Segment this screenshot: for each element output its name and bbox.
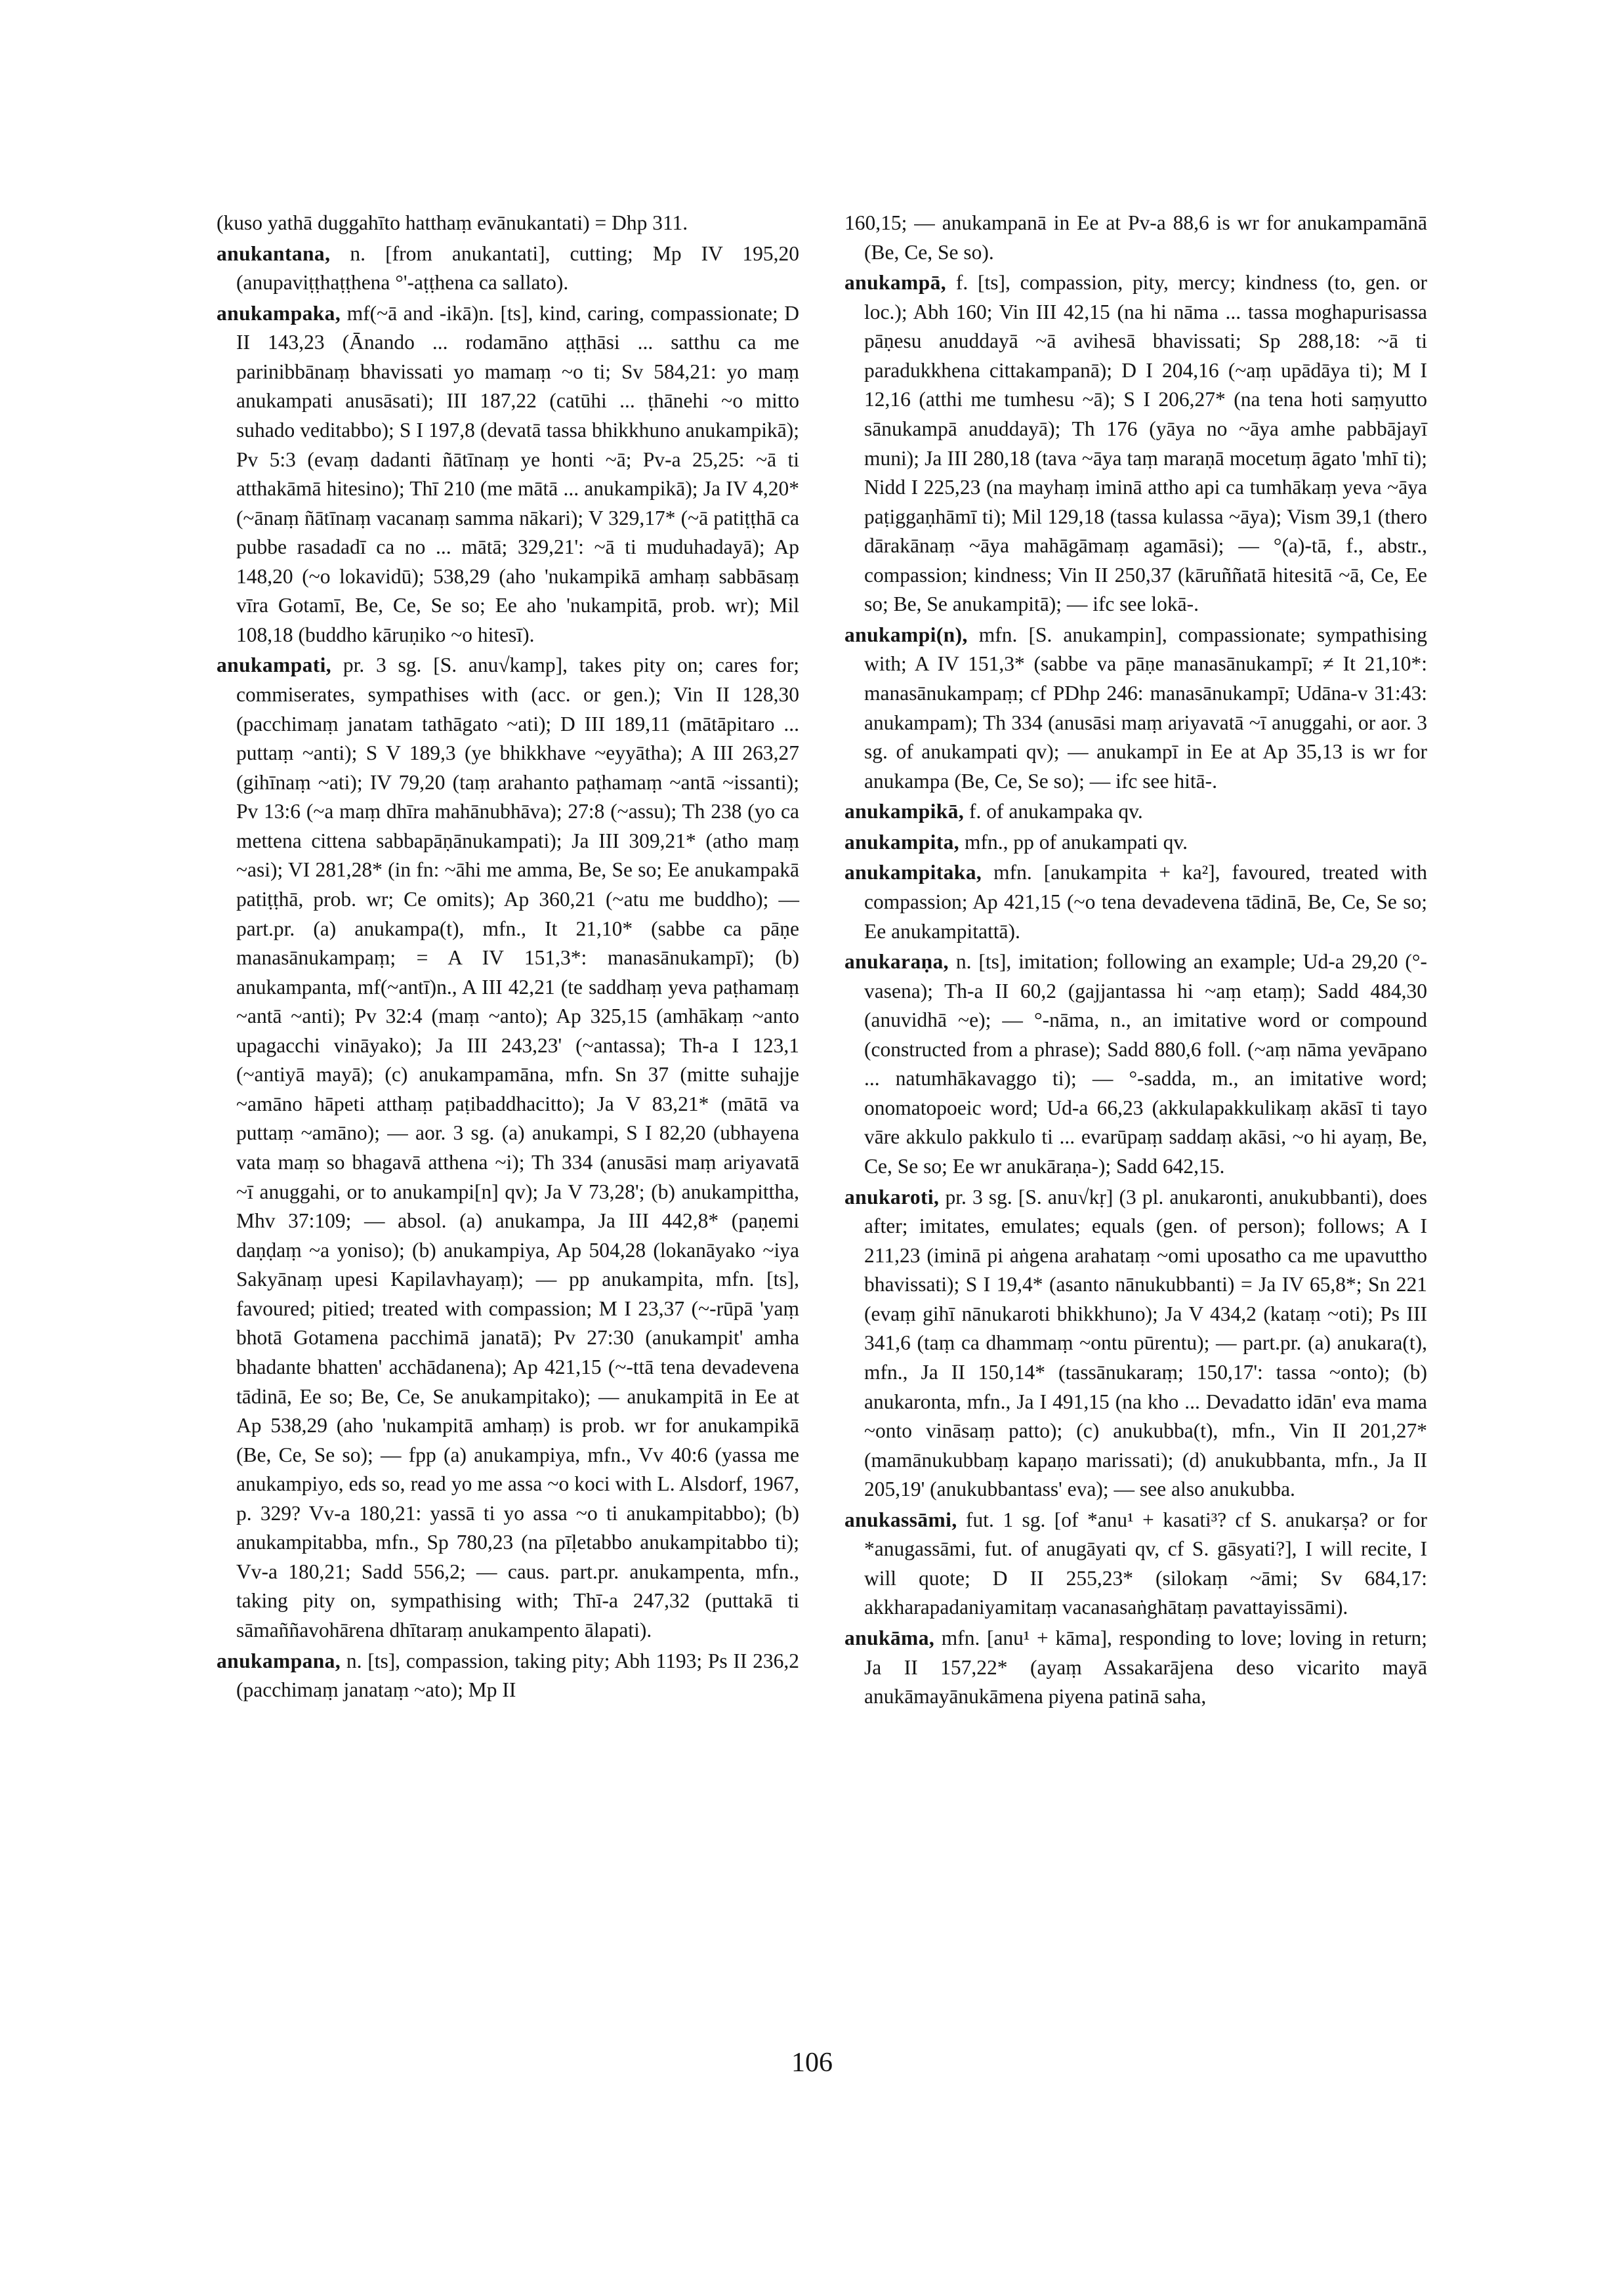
entry-body: mfn., pp of anukampati qv. xyxy=(964,830,1188,854)
headword: anukantana, xyxy=(217,241,331,265)
headword: anukampati, xyxy=(217,653,332,677)
entry-body: fut. 1 sg. [of *anu¹ + kasati³? cf S. anukarṣa? or for *anugassāmi, fut. of anugāyati qv, cf S. gāsyati?], I will recite, I will quote; D II 255,23* (silokaṃ ~āmi; Sv 684,17: akkharapadaniyamitaṃ vacanasaṅghātaṃ pavattayissāmi). xyxy=(864,1508,1428,1619)
entry xyxy=(844,1506,1427,1623)
page-number: 106 xyxy=(791,2048,833,2078)
entry-body: f. [ts], compassion, pity, mercy; kindness (to, gen. or loc.); Abh 160; Vin III 42,15 (na hi nāma ... tassa moghapurisassa pāṇesu anuddayā ~ā avihesā bhavissati; Sp 288,18: ~ā ti paradukkhena cittakampanā); D I 204,16 (~aṃ upādāya ti); M I 12,16 (atthi me tumhesu ~ā); S I 206,27* (na tena hoti saṃyutto sānukampā anuddayā); Th 176 (yāya no ~āya amhe pabbājayī muni); Ja III 280,18 (tava ~āya taṃ maraṇā mocetuṃ āgato 'mhī ti); Nidd I 225,23 (na mayhaṃ iminā attho api ca tumhākaṃ yeva ~āya paṭiggaṇhāmī ti); Mil 129,18 (tassa kulassa ~āya); Vism 39,1 (thero dārakānaṃ ~āya mahāgāmaṃ agamāsi); — °(a)-tā, f., abstr., compassion; kindness; Vin II 250,37 (kāruññatā hitesitā ~ā, Ce, Ee so; Be, Se anukampitā); — ifc see lokā-. xyxy=(864,271,1428,616)
entry-body: mf(~ā and -ikā)n. [ts], kind, caring, compassionate; D II 143,23 (Ānando ... rodamāno aṭṭhāsi ... satthu ca me parinibbānaṃ bhavissati yo mamaṃ ~o ti; Sv 584,21: yo maṃ anukampati anusāsati); III 187,22 (catūhi ... ṭhānehi ~o mitto suhado veditabbo); S I 197,8 (devatā tassa bhikkhuno anukampikā); Pv 5:3 (evaṃ dadanti ñātīnaṃ ye honti ~ā; Pv-a 25,25: ~ā ti atthakāmā hitesino); Thī 210 (me mātā ... anukampikā); Ja IV 4,20* (~ānaṃ ñātīnaṃ vacanaṃ samma nākari); V 329,17* (~ā patiṭṭhā ca pubbe rasadadī ca no ... mātā; 329,21': ~ā ti muduhadayā); Ap 148,20 (~o lokavidū); 538,29 (aho 'nukampikā amhaṃ sabbāsaṃ vīra Gotamī, Be, Ce, Se so; Ee aho 'nukampitā, prob. wr); Mil 108,18 (buddho kāruṇiko ~o hitesī). xyxy=(236,301,800,646)
headword: anukampaka, xyxy=(217,301,341,325)
entry-body: f. of anukampaka qv. xyxy=(969,800,1143,823)
entry xyxy=(217,239,799,298)
right-column xyxy=(844,209,1427,1713)
headword: anukāma, xyxy=(844,1626,935,1649)
headword: anukampā, xyxy=(844,271,947,295)
entry xyxy=(844,828,1427,858)
entry-body: pr. 3 sg. [S. anu√kamp], takes pity on; cares for; commiserates, sympathises with (acc. or gen.); Vin II 128,30 (pacchimaṃ janatam tathāgato ~ati); D III 189,11 (mātāpitaro ... puttaṃ ~anti); S V 189,3 (ye bhikkhave ~eyyātha); A III 263,27 (gihīnaṃ ~ati); IV 79,20 (taṃ arahanto paṭhamaṃ ~antā ~issanti); Pv 13:6 (~a maṃ dhīra mahānubhāva); 27:8 (~assu); Th 238 (yo ca mettena cittena sabbapāṇānukampati); Ja III 309,21* (atho maṃ ~asi); VI 281,28* (in fn: ~āhi me amma, Be, Se so; Ee anukampakā patiṭṭhā, prob. wr; Ce omits); Ap 360,21 (~atu me buddho); — part.pr. (a) anukampa(t), mfn., It 21,10* (sabbe ca pāṇe manasānukampaṃ; = A IV 151,3*: manasānukampī); (b) anukampanta, mf(~antī)n., A III 42,21 (te saddhaṃ yeva paṭhamaṃ ~antā ~anti); Pv 32:4 (maṃ ~anto); Ap 325,15 (amhākaṃ ~anto upagacchi vināyako); Ja III 243,23' (~antassa); Th-a I 123,1 (~antiyā mayā); (c) anukampamāna, mfn. Sn 37 (mitte suhajje ~amāno hāpeti atthaṃ paṭibaddhacitto); Ja V 83,21* (mātā va puttaṃ ~amāno); — aor. 3 sg. (a) anukampi, S I 82,20 (ubhayena vata maṃ so bhagavā atthena ~i); Th 334 (anusāsi maṃ ariyavatā ~ī anuggahi, or to anukampi[n] qv); Ja V 73,28'; (b) anukampittha, Mhv 37:109; — absol. (a) anukampa, Ja III 442,8* (paṇemi daṇḍaṃ ~a yoniso); (b) anukampiya, Ap 504,28 (lokanāyako ~iya Sakyānaṃ upesi Kapilavhayaṃ); — pp anukampita, mfn. [ts], favoured; pitied; treated with compassion; M I 23,37 (~-rūpā 'yaṃ bhotā Gotamena pacchimā janatā); Pv 27:30 (anukampit' amha bhadante bhatten' acchādanena); Ap 421,15 (~-ttā tena devadevena tādinā, Ee so; Be, Ce, Se anukampitako); — anukampitā in Ee at Ap 538,29 (aho 'nukampitā amhaṃ) is prob. wr for anukampikā (Be, Ce, Se so); — fpp (a) anukampiya, mfn., Vv 40:6 (yassa me anukampiyo, eds so, read yo me assa ~o koci with L. Alsdorf, 1967, p. 329? Vv-a 180,21: yassā ti yo assa ~o ti anukampitabbo); (b) anukampitabba, mfn., Sp 780,23 (na pīḷetabbo anukampitabbo ti); Vv-a 180,21; Sadd 556,2; — caus. part.pr. anukampenta, mfn., taking pity on, sympathising with; Thī-a 247,32 (puttakā ti sāmaññavohārena dhītaraṃ anukampento ālapati). xyxy=(236,653,799,1642)
entry xyxy=(217,1647,799,1705)
entry-body: n. [ts], imitation; following an example; Ud-a 29,20 (°-vasena); Th-a II 60,2 (gajjantassa hi ~aṃ etaṃ); Sadd 484,30 (anuvidhā ~e); — °-nāma, n., an imitative word or compound (constructed from a phrase); Sadd 880,6 foll. (~aṃ nāma yevāpano ... natumhākavaggo ti); — °-sadda, m., an imitative word; onomatopoeic word; Ud-a 66,23 (akkulapakkulikaṃ akāsī ti tayo vāre akkulo pakkulo ti ... evarūpaṃ saddaṃ akāsi, ~o hi ayaṃ, Be, Ce, Se so; Ee wr anukāraṇa-); Sadd 642,15. xyxy=(864,950,1428,1178)
headword: anukampikā, xyxy=(844,800,965,823)
entry xyxy=(844,209,1427,267)
entry xyxy=(844,1183,1427,1504)
entry xyxy=(844,947,1427,1182)
entry xyxy=(844,797,1427,827)
entry xyxy=(217,299,799,650)
entry-body: mfn. [S. anukampin], compassionate; sympathising with; A IV 151,3* (sabbe va pāṇe manasānukampī; ≠ It 21,10*: manasānukampaṃ; cf PDhp 246: manasānukampī; Udāna-v 31:43: anukampam); Th 334 (anusāsi maṃ ariyavatā ~ī anuggahi, or aor. 3 sg. of anukampati qv); — anukampī in Ee at Ap 35,13 is wr for anukampa (Be, Ce, Se so); — ifc see hitā-. xyxy=(864,623,1427,793)
headword: anukaraṇa, xyxy=(844,950,949,974)
entry xyxy=(844,858,1427,946)
headword: anukampana, xyxy=(217,1649,341,1672)
entry xyxy=(844,268,1427,619)
entry-body: n. [ts], compassion, taking pity; Abh 1193; Ps II 236,2 (pacchimaṃ janataṃ ~ato); Mp II xyxy=(236,1649,800,1702)
entry xyxy=(844,1624,1427,1712)
entry-body: 160,15; — anukampanā in Ee at Pv-a 88,6 is wr for anukampamānā (Be, Ce, Se so). xyxy=(844,211,1427,264)
entry-body: (kuso yathā duggahīto hatthaṃ evānukantati) = Dhp 311. xyxy=(217,211,688,234)
entry-body: pr. 3 sg. [S. anu√kṛ] (3 pl. anukaronti, anukubbanti), does after; imitates, emulates; equals (gen. of person); follows; A I 211,23 (iminā pi aṅgena arahataṃ ~omi uposatho ca me upavuttho bhavissati); S I 19,4* (asanto nānukubbanti) = Ja IV 65,8*; Sn 221 (evaṃ gihī nānukaroti bhikkhuno); Ja V 434,2 (kataṃ ~oti); Ps III 341,6 (taṃ ca dhammaṃ ~ontu pūrentu); — part.pr. (a) anukara(t), mfn., Ja II 150,14* (tassānukaraṃ; 150,17': tassa ~onto); (b) anukaronta, mfn., Ja I 491,15 (na kho ... Devadatto idān' eva mama ~onto vināsaṃ patto); (c) anukubba(t), mfn., Vin II 201,27* (mamānukubbaṃ kapaṇo marissati); (d) anukubbanta, mfn., Ja II 205,19' (anukubbantass' eva); — see also anukubba. xyxy=(864,1185,1427,1501)
entry-body: mfn. [anu¹ + kāma], responding to love; loving in return; Ja II 157,22* (ayaṃ Assakarājena deso vicarito mayā anukāmayānukāmena piyena patinā saha, xyxy=(864,1626,1428,1708)
entry xyxy=(844,621,1427,796)
entry-body: n. [from anukantati], cutting; Mp IV 195,20 (anupaviṭṭhaṭṭhena °'-aṭṭhena ca sallato). xyxy=(236,241,799,295)
headword: anukassāmi, xyxy=(844,1508,957,1531)
headword: anukaroti, xyxy=(844,1185,940,1209)
left-column xyxy=(217,209,799,1706)
headword: anukampita, xyxy=(844,830,960,854)
entry-body: mfn. [anukampita + ka²], favoured, treated with compassion; Ap 421,15 (~o tena devadevena tādinā, Be, Ce, Se so; Ee anukampitattā). xyxy=(864,861,1427,943)
headword: anukampitaka, xyxy=(844,861,982,884)
entry xyxy=(217,651,799,1645)
headword: anukampi(n), xyxy=(844,623,968,646)
entry xyxy=(217,209,799,238)
